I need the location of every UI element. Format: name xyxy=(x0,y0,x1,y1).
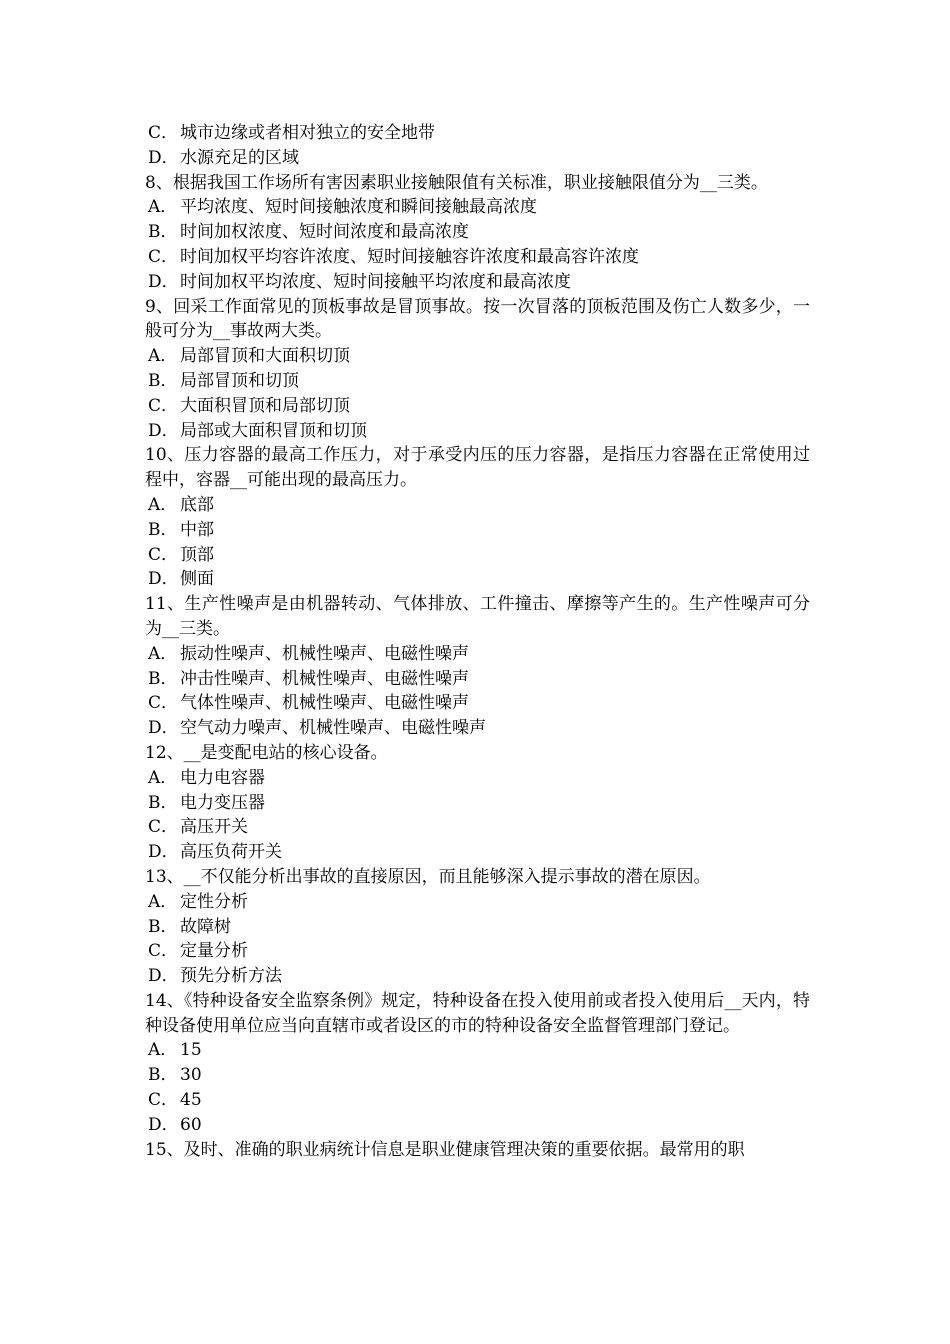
answer-option xyxy=(145,567,810,592)
question-text: 13、__不仅能分析出事故的直接原因，而且能够深入提示事故的潜在原因。 xyxy=(145,866,711,887)
option-letter: C． xyxy=(148,123,179,143)
option-letter: B． xyxy=(148,668,178,689)
option-letter: D． xyxy=(148,966,179,987)
option-letter: B． xyxy=(148,222,178,243)
question-text: 8、根据我国工作场所有害因素职业接触限值有关标准，职业接触限值分为__三类。 xyxy=(145,172,768,193)
answer-option xyxy=(145,964,810,989)
answer-option xyxy=(145,394,810,419)
option-letter: D． xyxy=(148,271,179,292)
option-text: 底部 xyxy=(180,494,214,515)
option-text: 平均浓度、短时间接触浓度和瞬间接触最高浓度 xyxy=(180,197,537,218)
question-text: 14、《特种设备安全监察条例》规定，特种设备在投入使用前或者投入使用后__天内，特种设备使用单位应当向直辖市或者设区的市的特种设备安全监督管理部门登记。 xyxy=(145,990,810,1036)
answer-option xyxy=(145,791,810,816)
answer-option xyxy=(145,667,810,692)
option-text: 城市边缘或者相对独立的安全地带 xyxy=(180,123,435,143)
option-letter: B． xyxy=(148,519,178,540)
option-letter: A． xyxy=(148,494,178,515)
option-text: 15 xyxy=(180,1040,202,1061)
question-text: 10、压力容器的最高工作压力，对于承受内压的压力容器，是指压力容器在正常使用过程中，容器__可能出现的最高压力。 xyxy=(145,445,810,491)
answer-option xyxy=(145,1113,810,1138)
option-letter: C． xyxy=(148,395,179,416)
answer-option xyxy=(145,691,810,716)
option-letter: A． xyxy=(148,197,178,218)
option-letter: D． xyxy=(148,147,179,168)
question-text: 9、回采工作面常见的顶板事故是冒顶事故。按一次冒落的顶板范围及伤亡人数多少，一般可分为__事故两大类。 xyxy=(145,296,810,342)
option-text: 30 xyxy=(180,1065,202,1086)
option-letter: B． xyxy=(148,1065,178,1086)
answer-option xyxy=(145,543,810,568)
option-letter: A． xyxy=(148,643,178,664)
option-letter: D． xyxy=(148,1114,179,1135)
option-text: 气体性噪声、机械性噪声、电磁性噪声 xyxy=(180,693,469,714)
answer-option xyxy=(145,915,810,940)
option-letter: B． xyxy=(148,370,178,391)
answer-option xyxy=(145,369,810,394)
option-letter: C． xyxy=(148,544,179,565)
option-text: 空气动力噪声、机械性噪声、电磁性噪声 xyxy=(180,718,486,739)
option-text: 时间加权平均浓度、短时间接触平均浓度和最高浓度 xyxy=(180,271,571,292)
option-letter: C． xyxy=(148,1090,179,1111)
option-letter: A． xyxy=(148,767,178,788)
answer-option xyxy=(145,344,810,369)
option-letter: D． xyxy=(148,569,179,590)
option-text: 顶部 xyxy=(180,544,214,565)
answer-option xyxy=(145,195,810,220)
option-letter: A． xyxy=(148,346,178,367)
option-text: 电力变压器 xyxy=(180,792,265,813)
option-text: 预先分析方法 xyxy=(180,966,282,987)
option-text: 高压负荷开关 xyxy=(180,842,282,863)
answer-option xyxy=(145,840,810,865)
answer-option xyxy=(145,419,810,444)
answer-option xyxy=(145,890,810,915)
option-text: 定量分析 xyxy=(180,941,248,962)
answer-option xyxy=(145,939,810,964)
option-text: 中部 xyxy=(180,519,214,540)
option-text: 大面积冒顶和局部切顶 xyxy=(180,395,350,416)
option-text: 电力电容器 xyxy=(180,767,265,788)
option-letter: B． xyxy=(148,792,178,813)
answer-option xyxy=(145,518,810,543)
answer-option xyxy=(145,493,810,518)
option-text: 60 xyxy=(180,1114,202,1135)
answer-option xyxy=(145,146,810,171)
question-text: 11、生产性噪声是由机器转动、气体排放、工件撞击、摩擦等产生的。生产性噪声可分为__三类。 xyxy=(145,594,810,639)
answer-option xyxy=(145,1063,810,1088)
option-text: 故障树 xyxy=(180,916,231,937)
answer-option xyxy=(145,220,810,245)
option-text: 定性分析 xyxy=(180,891,248,912)
answer-option xyxy=(145,766,810,791)
option-text: 时间加权平均容许浓度、短时间接触容许浓度和最高容许浓度 xyxy=(180,246,639,267)
option-text: 局部冒顶和大面积切顶 xyxy=(180,346,350,367)
option-text: 局部或大面积冒顶和切顶 xyxy=(180,420,367,441)
option-text: 45 xyxy=(180,1090,202,1111)
answer-option xyxy=(145,270,810,295)
option-letter: C． xyxy=(148,693,179,714)
option-text: 振动性噪声、机械性噪声、电磁性噪声 xyxy=(180,643,469,664)
option-letter: D． xyxy=(148,420,179,441)
question-text: 12、__是变配电站的核心设备。 xyxy=(145,742,388,763)
option-letter: A． xyxy=(148,1040,178,1061)
option-letter: D． xyxy=(148,842,179,863)
option-text: 水源充足的区域 xyxy=(180,147,299,168)
answer-option xyxy=(145,245,810,270)
answer-option xyxy=(145,1088,810,1113)
answer-option xyxy=(145,642,810,667)
answer-option xyxy=(145,121,810,146)
option-text: 局部冒顶和切顶 xyxy=(180,370,299,391)
answer-option xyxy=(145,815,810,840)
document-body xyxy=(145,121,810,1162)
option-letter: C． xyxy=(148,817,179,838)
answer-option xyxy=(145,1038,810,1063)
option-letter: D． xyxy=(148,718,179,739)
option-letter: A． xyxy=(148,891,178,912)
option-letter: C． xyxy=(148,246,179,267)
option-text: 冲击性噪声、机械性噪声、电磁性噪声 xyxy=(180,668,469,689)
option-text: 高压开关 xyxy=(180,817,248,838)
option-text: 时间加权浓度、短时间浓度和最高浓度 xyxy=(180,222,469,243)
question-text: 15、及时、准确的职业病统计信息是职业健康管理决策的重要依据。最常用的职 xyxy=(145,1139,745,1160)
option-letter: B． xyxy=(148,916,178,937)
option-letter: C． xyxy=(148,941,179,962)
answer-option xyxy=(145,716,810,741)
option-text: 侧面 xyxy=(180,569,214,590)
